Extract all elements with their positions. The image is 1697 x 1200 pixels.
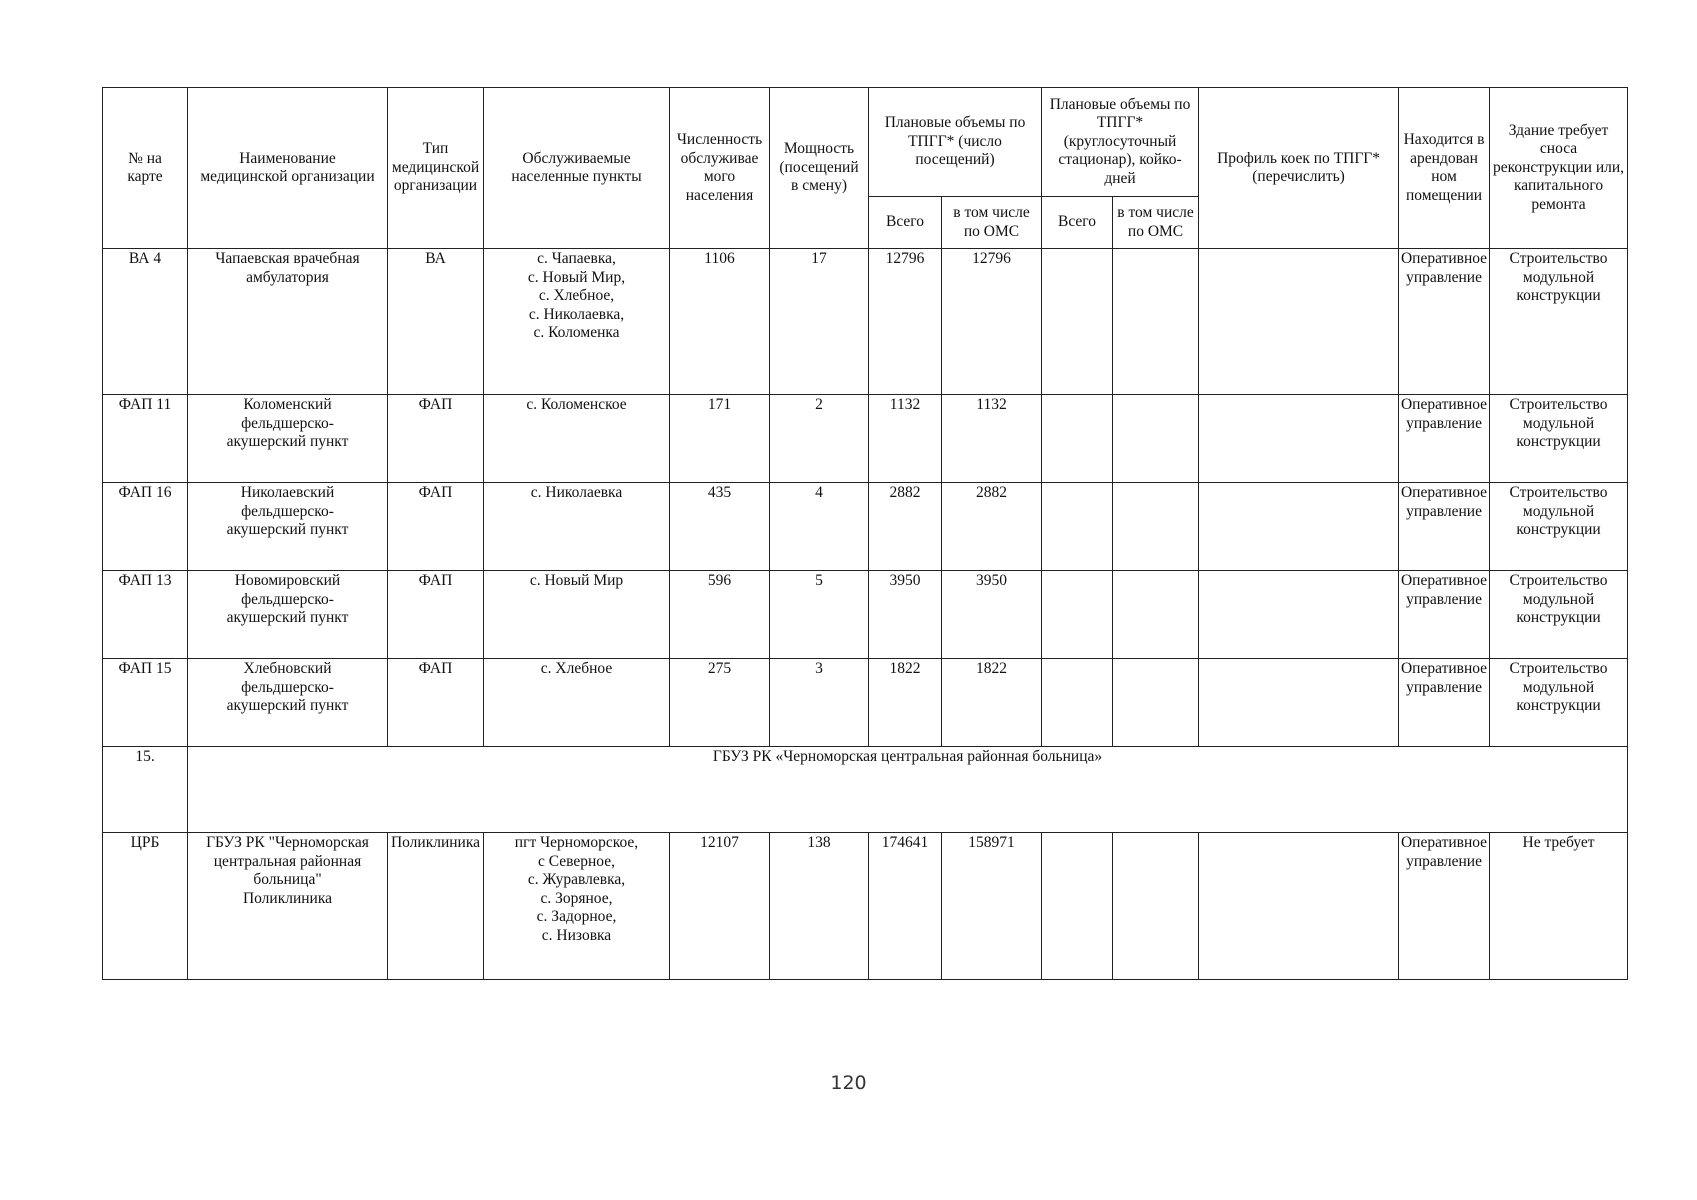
cell-org-type: ФАП bbox=[388, 483, 484, 571]
cell-map-no: ЦРБ bbox=[103, 833, 188, 980]
header-beds-total: Всего bbox=[1042, 197, 1113, 249]
cell-map-no: ФАП 13 bbox=[103, 571, 188, 659]
cell-org-type: ФАП bbox=[388, 571, 484, 659]
cell-visits-total: 2882 bbox=[869, 483, 942, 571]
cell-building: Строительство модульной конструкции bbox=[1490, 395, 1628, 483]
header-building: Здание требует сноса реконструкции или, капитального ремонта bbox=[1490, 88, 1628, 249]
header-bed-profile: Профиль коек по ТПГГ* (перечислить) bbox=[1199, 88, 1399, 249]
cell-bed-profile bbox=[1199, 395, 1399, 483]
cell-beds-total bbox=[1042, 249, 1113, 395]
header-settlements: Обслуживаемые населенные пункты bbox=[484, 88, 670, 249]
header-plan-visits: Плановые объемы по ТПГГ* (число посещений) bbox=[869, 88, 1042, 197]
table-row bbox=[103, 483, 1628, 571]
table-row bbox=[103, 249, 1628, 395]
cell-org-type: ВА bbox=[388, 249, 484, 395]
header-visits-oms: в том числе по ОМС bbox=[942, 197, 1042, 249]
cell-capacity: 138 bbox=[770, 833, 869, 980]
medical-organizations-table bbox=[102, 87, 1628, 980]
header-population: Численность обслуживае мого населения bbox=[670, 88, 770, 249]
cell-beds-total bbox=[1042, 659, 1113, 747]
cell-visits-oms: 3950 bbox=[942, 571, 1042, 659]
table-body bbox=[103, 249, 1628, 980]
cell-settlements: с. Новый Мир bbox=[484, 571, 670, 659]
table-row bbox=[103, 833, 1628, 980]
cell-population: 171 bbox=[670, 395, 770, 483]
cell-map-no: ВА 4 bbox=[103, 249, 188, 395]
cell-bed-profile bbox=[1199, 483, 1399, 571]
header-map-no: № на карте bbox=[103, 88, 188, 249]
cell-visits-total: 174641 bbox=[869, 833, 942, 980]
cell-org-name: ГБУЗ РК "Черноморская центральная районная больница" Поликлиника bbox=[188, 833, 388, 980]
cell-capacity: 3 bbox=[770, 659, 869, 747]
cell-settlements: с. Коломенское bbox=[484, 395, 670, 483]
cell-beds-oms bbox=[1113, 833, 1199, 980]
cell-beds-total bbox=[1042, 571, 1113, 659]
cell-beds-total bbox=[1042, 833, 1113, 980]
header-capacity: Мощность (посещений в смену) bbox=[770, 88, 869, 249]
cell-visits-total: 3950 bbox=[869, 571, 942, 659]
header-visits-total: Всего bbox=[869, 197, 942, 249]
cell-visits-oms: 2882 bbox=[942, 483, 1042, 571]
table-row bbox=[103, 395, 1628, 483]
cell-beds-oms bbox=[1113, 395, 1199, 483]
header-beds-oms: в том числе по ОМС bbox=[1113, 197, 1199, 249]
cell-beds-oms bbox=[1113, 659, 1199, 747]
cell-capacity: 5 bbox=[770, 571, 869, 659]
cell-building: Не требует bbox=[1490, 833, 1628, 980]
cell-settlements: с. Чапаевка, с. Новый Мир, с. Хлебное, с. Николаевка, с. Коломенка bbox=[484, 249, 670, 395]
cell-org-type: ФАП bbox=[388, 659, 484, 747]
cell-beds-total bbox=[1042, 395, 1113, 483]
cell-org-name: Чапаевская врачебная амбулатория bbox=[188, 249, 388, 395]
cell-population: 12107 bbox=[670, 833, 770, 980]
cell-map-no: ФАП 15 bbox=[103, 659, 188, 747]
cell-beds-oms bbox=[1113, 249, 1199, 395]
cell-population: 435 bbox=[670, 483, 770, 571]
cell-beds-oms bbox=[1113, 483, 1199, 571]
cell-population: 596 bbox=[670, 571, 770, 659]
header-plan-beds: Плановые объемы по ТПГГ* (круглосуточный стационар), койко- дней bbox=[1042, 88, 1199, 197]
header-org-name: Наименование медицинской организации bbox=[188, 88, 388, 249]
section-number: 15. bbox=[103, 747, 188, 833]
cell-building: Строительство модульной конструкции bbox=[1490, 659, 1628, 747]
cell-rented: Оперативное управление bbox=[1399, 571, 1490, 659]
cell-beds-total bbox=[1042, 483, 1113, 571]
cell-rented: Оперативное управление bbox=[1399, 249, 1490, 395]
header-org-type: Тип медицинской организации bbox=[388, 88, 484, 249]
cell-org-name: Новомировский фельдшерско- акушерский пункт bbox=[188, 571, 388, 659]
cell-rented: Оперативное управление bbox=[1399, 483, 1490, 571]
table-header bbox=[103, 88, 1628, 249]
page-number: 120 bbox=[830, 1072, 867, 1094]
section-row bbox=[103, 747, 1628, 833]
cell-org-type: ФАП bbox=[388, 395, 484, 483]
cell-rented: Оперативное управление bbox=[1399, 395, 1490, 483]
cell-capacity: 17 bbox=[770, 249, 869, 395]
cell-capacity: 2 bbox=[770, 395, 869, 483]
cell-org-name: Коломенский фельдшерско- акушерский пункт bbox=[188, 395, 388, 483]
cell-rented: Оперативное управление bbox=[1399, 833, 1490, 980]
cell-visits-total: 1132 bbox=[869, 395, 942, 483]
cell-visits-oms: 12796 bbox=[942, 249, 1042, 395]
cell-map-no: ФАП 11 bbox=[103, 395, 188, 483]
header-rented: Находится в арендован ном помещении bbox=[1399, 88, 1490, 249]
cell-population: 275 bbox=[670, 659, 770, 747]
cell-settlements: пгт Черноморское, с Северное, с. Журавлевка, с. Зоряное, с. Задорное, с. Низовка bbox=[484, 833, 670, 980]
cell-map-no: ФАП 16 bbox=[103, 483, 188, 571]
cell-beds-oms bbox=[1113, 571, 1199, 659]
cell-settlements: с. Николаевка bbox=[484, 483, 670, 571]
cell-visits-oms: 158971 bbox=[942, 833, 1042, 980]
cell-settlements: с. Хлебное bbox=[484, 659, 670, 747]
cell-building: Строительство модульной конструкции bbox=[1490, 571, 1628, 659]
cell-population: 1106 bbox=[670, 249, 770, 395]
cell-bed-profile bbox=[1199, 571, 1399, 659]
cell-building: Строительство модульной конструкции bbox=[1490, 249, 1628, 395]
cell-bed-profile bbox=[1199, 249, 1399, 395]
cell-org-name: Хлебновский фельдшерско- акушерский пункт bbox=[188, 659, 388, 747]
section-title: ГБУЗ РК «Черноморская центральная районная больница» bbox=[188, 747, 1628, 833]
cell-building: Строительство модульной конструкции bbox=[1490, 483, 1628, 571]
cell-capacity: 4 bbox=[770, 483, 869, 571]
cell-visits-oms: 1132 bbox=[942, 395, 1042, 483]
table-row bbox=[103, 659, 1628, 747]
cell-visits-total: 1822 bbox=[869, 659, 942, 747]
cell-visits-oms: 1822 bbox=[942, 659, 1042, 747]
cell-rented: Оперативное управление bbox=[1399, 659, 1490, 747]
cell-bed-profile bbox=[1199, 659, 1399, 747]
cell-bed-profile bbox=[1199, 833, 1399, 980]
table-row bbox=[103, 571, 1628, 659]
cell-org-name: Николаевский фельдшерско- акушерский пункт bbox=[188, 483, 388, 571]
cell-org-type: Поликлиника bbox=[388, 833, 484, 980]
cell-visits-total: 12796 bbox=[869, 249, 942, 395]
